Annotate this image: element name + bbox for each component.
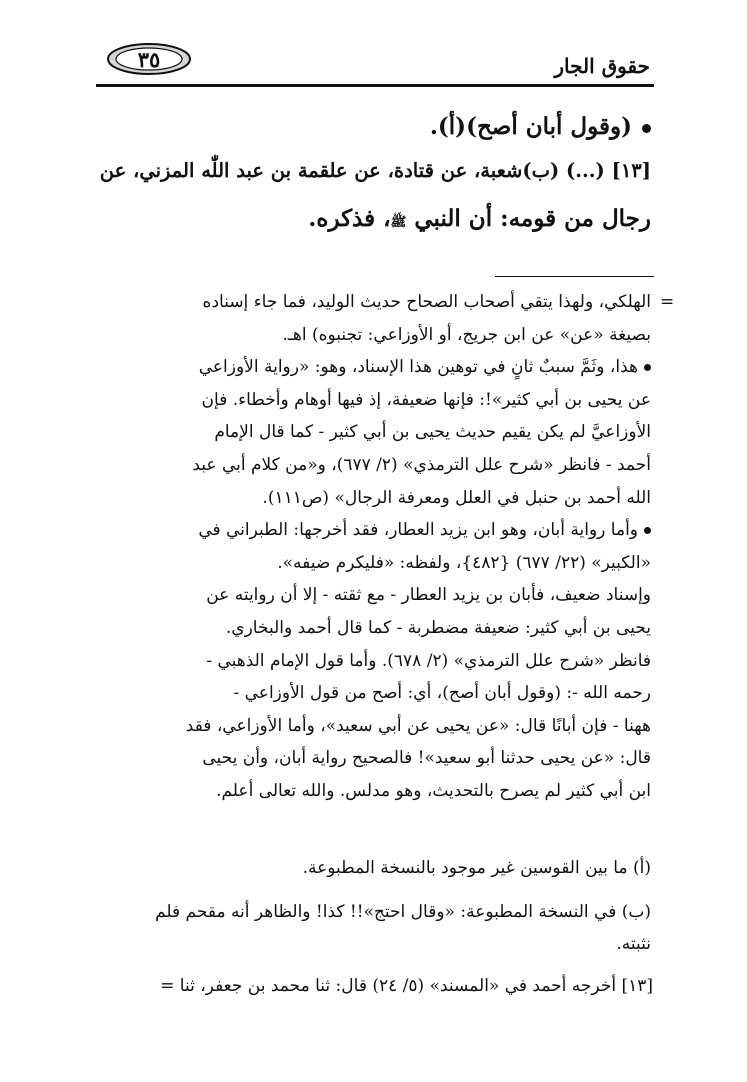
- commentary-line: ابن أبي كثير لم يصرح بالتحديث، وهو مدلس. والله تعالى أعلم.: [216, 780, 651, 801]
- footnote-b-line-1: (ب) في النسخة المطبوعة: «وقال احتج»!! كذا! والظاهر أنه مقحم فلم: [155, 902, 651, 922]
- main-line-1-text: (وقول أبان أصح)(أ).: [429, 113, 632, 140]
- takhrij-footnote: [١٣] أخرجه أحمد في «المسند» (٥/ ٢٤) قال: ثنا محمد بن جعفر، ثنا =: [160, 976, 653, 996]
- footnote-b-line-2: نثبته.: [616, 934, 651, 954]
- commentary-line: يحيى بن أبي كثير: ضعيفة مضطربة - كما قال أحمد والبخاري.: [225, 617, 651, 638]
- commentary-line: «الكبير» (٢٢/ ٦٧٧) {٤٨٢}، ولفظه: «فليكرم ضيفه».: [277, 552, 651, 573]
- footnote-separator: [495, 276, 654, 277]
- commentary-line: أحمد - فانظر «شرح علل الترمذي» (٢/ ٦٧٧)، و«من كلام أبي عبد: [192, 454, 651, 475]
- bullet-icon: [642, 124, 651, 133]
- main-line-3-text-b: ، فذكره.: [308, 205, 391, 232]
- commentary-line: وإسناد ضعيف، فأبان بن يزيد العطار - مع ثقته - إلا أن روايته عن: [206, 585, 651, 606]
- commentary-line: [91, 514, 651, 547]
- main-line-2: [١٣] (...) (ب)شعبة، عن قتادة، عن علقمة بن عبد اللّٰه المزني، عن: [99, 159, 651, 182]
- footnote-a: (أ) ما بين القوسين غير موجود بالنسخة المطبوعة.: [302, 858, 651, 878]
- commentary-line-text: وأما رواية أبان، وهو ابن يزيد العطار، فقد أخرجها: الطبراني في: [198, 520, 638, 541]
- header-rule: [96, 84, 654, 87]
- commentary-line-text: هذا، وثَمَّ سببٌ ثانٍ في توهين هذا الإسناد، وهو: «رواية الأوزاعي: [198, 357, 638, 378]
- commentary-line: بصيغة «عن» عن ابن جريج، أو الأوزاعي: تجنبوه) اهـ.: [282, 324, 651, 345]
- commentary-line: الأوزاعيَّ لم يكن يقيم حديث يحيى بن أبي كثير - كما قال الإمام: [214, 422, 651, 443]
- main-line-3-text-a: رجال من قومه: أن النبي: [414, 205, 651, 232]
- commentary-block: [91, 286, 651, 808]
- continuation-mark: =: [660, 292, 675, 312]
- page-number: ٣٥: [137, 46, 161, 72]
- running-title: حقوق الجار: [554, 54, 650, 78]
- commentary-line: رحمه الله -: (وقول أبان أصح)، أي: أصح من قول الأوزاعي -: [233, 683, 651, 704]
- commentary-line: ههنا - فإن أبانًا قال: «عن يحيى عن أبي سعيد»، وأما الأوزاعي، فقد: [185, 715, 651, 736]
- commentary-line: الله أحمد بن حنبل في العلل ومعرفة الرجال» (ص١١١).: [262, 487, 651, 508]
- commentary-line: عن يحيى بن أبي كثير»!: فإنها ضعيفة، إذ فيها أوهام وأخطاء. فإن: [201, 389, 651, 410]
- bullet-icon: [644, 364, 651, 371]
- commentary-line: قال: «عن يحيى حدثنا أبو سعيد»! فالصحيح رواية أبان، وأن يحيى: [202, 748, 651, 769]
- commentary-line: فانظر «شرح علل الترمذي» (٢/ ٦٧٨). وأما قول الإمام الذهبي -: [206, 650, 651, 671]
- commentary-line: الهلكي، ولهذا يتقي أصحاب الصحاح حديث الوليد، فما جاء إسناده: [202, 292, 651, 312]
- commentary-line: [91, 351, 651, 384]
- page-header: [96, 40, 656, 86]
- bullet-icon: [644, 527, 651, 534]
- main-line-1: [91, 106, 651, 148]
- main-line-3: [91, 198, 651, 244]
- salawat-symbol: ﷺ: [390, 215, 407, 230]
